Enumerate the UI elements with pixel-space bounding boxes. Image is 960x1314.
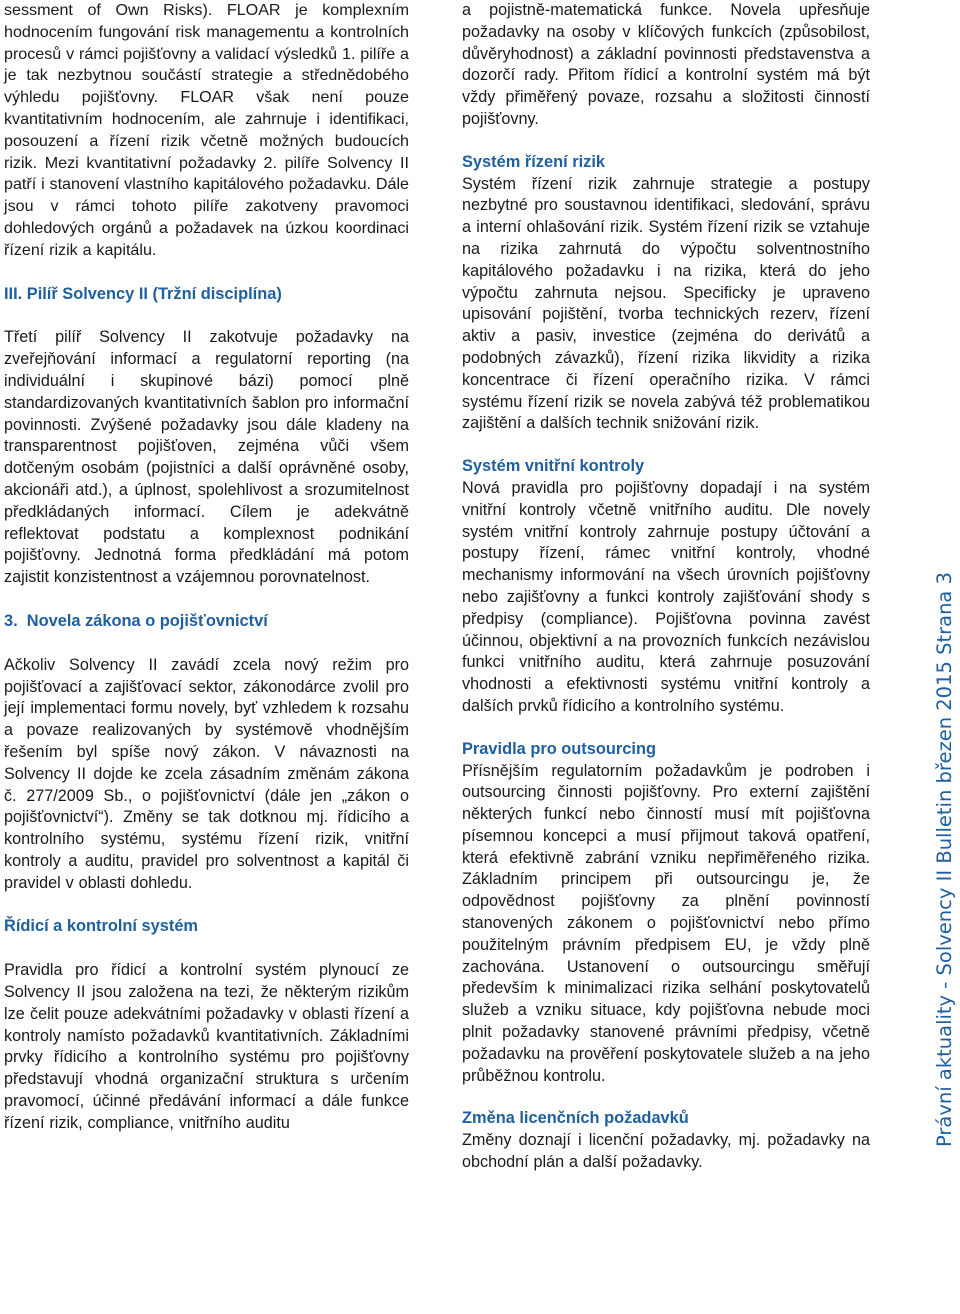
section3-paragraph: Ačkoliv Solvency II zavádí zcela nový režim pro pojišťovací a zajišťovací sektor, zákonodárce zvolil pro její implementaci formu novely, byť vzhledem k rozsahu a povaze realizovaných by systémově vhodnějším řešením byl spíše nový zákon. V návaznosti na Solvency II dojde ke zcela zásadním změnám zákona č. 277/2009 Sb., o pojišťovnictví (dále jen „zákon o pojišťovnictví“). Změny se tak dotknou mj. řídicího a kontrolního systému, systému řízení rizik, vnitřní kontroly a auditu, pravidel pro solventnost a kapitál či pravidel v oblasti dohledu. bbox=[4, 655, 409, 892]
pillar3-heading: III. Pilíř Solvency II (Tržní disciplína) bbox=[4, 284, 282, 303]
internal-control-heading: Systém vnitřní kontroly bbox=[462, 457, 645, 476]
control-system-heading: Řídicí a kontrolní systém bbox=[4, 917, 199, 936]
pillar3-paragraph: Třetí pilíř Solvency II zakotvuje požadavky na zveřejňování informací a regulatorní reporting (na individuální i skupinové bázi) pomocí plně standardizovaných kvantitativních šablon pro informační povinnosti. Zvýšené požadavky jsou dále kladeny na transparentnost pojišťoven, zejména vůči všem dotčeným osobám (pojistníci a další oprávněné osoby, akcionáři atd.), a úplnost, spolehlivost a srozumitelnost předkládaných informací. Cílem je adekvátně reflektovat podstatu a komplexnost podnikání pojišťovny. Jednotná forma předkládání má potom zajistit konzistentnost a vzájemnou porovnatelnost. bbox=[4, 328, 409, 587]
side-banner-text: Právní aktuality - Solvency II Bulletin březen 2015 Strana 3 bbox=[933, 572, 956, 1148]
internal-control-paragraph: Nová pravidla pro pojišťovny dopadají i na systém vnitřní kontroly včetně vnitřního auditu. Dle novely systém vnitřní kontroly zahrnuje postupy účtování a postupy řízení, rámec vnitřní kontroly, vhodné mechanismy informování na všech úrovních pojišťovny nebo zajišťovny a funkci kontroly zajišťování shody s předpisy (compliance). Pojišťovna povinna zavést účinnou, objektivní a na provozních funkcích nezávislou funkci vnitřního auditu, která zahrnuje posuzování vhodnosti a efektivnosti systému vnitřní kontroly a dalších prvků řídicího a kontrolního systému. bbox=[462, 478, 870, 715]
right-column bbox=[462, 0, 870, 1174]
control-system-paragraph: Pravidla pro řídicí a kontrolní systém plynoucí ze Solvency II jsou založena na tezi, že některým rizikům lze čelit pouze adekvátními požadavky v oblasti řízení a kontroly namísto požadavků kvantitativních. Základními prvky řídicího a kontrolního systému pro pojišťovny představují vhodná organizační struktura s určením pravomocí, účinné předávání informací a dále funkce řízení rizik, compliance, vnitřního auditu bbox=[4, 961, 409, 1132]
left-column bbox=[4, 0, 409, 1135]
risk-system-heading: Systém řízení rizik bbox=[462, 152, 606, 171]
section3-heading: 3. Novela zákona o pojišťovnictví bbox=[4, 611, 268, 630]
outsourcing-paragraph: Přísnějším regulatorním požadavkům je podroben i outsourcing činnosti pojišťovny. Pro externí zajištění některých funkcí nebo činností musí mít pojišťovna písemnou koncepci a musí přijmout taková opatření, která efektivně zabrání vzniku nepřiměřeného rizika. Základním principem při outsourcingu je, že odpovědnost pojišťovny za plnění povinností stanovených zákonem o pojišťovnictví nebo přímo použitelným právním předpisem EU, je vždy plně zachována. Ustanovení o outsourcingu směřují především k minimalizaci rizika selhání poskytovatelů služeb a vzniku situace, kdy pojišťovna nebude moci plnit požadavky stanovené právními předpisy, včetně požadavku na prověření poskytovatele služeb a na jeho průběžnou kontrolu. bbox=[462, 761, 870, 1085]
outsourcing-heading: Pravidla pro outsourcing bbox=[462, 739, 656, 758]
risk-system-paragraph: Systém řízení rizik zahrnuje strategie a postupy nezbytné pro soustavnou identifikaci, sledování, správu a interní ohlašování rizik. Systém řízení rizik se vztahuje na rizika zahrnutá do výpočtu solventnostního kapitálového požadavku i na rizika, která do jeho výpočtu zahrnuta nejsou. Specificky je upraveno upisování pojištění, tvorba technických rezerv, řízení aktiv a pasiv, investice (zejména do derivátů a podobných závazků), řízení rizika likvidity a rizika koncentrace či řízení operačního rizika. V rámci systému řízení rizik se novela zabývá též problematikou zajištění a dalších technik snižování rizik. bbox=[462, 174, 870, 433]
licence-heading: Změna licenčních požadavků bbox=[462, 1109, 689, 1128]
licence-paragraph: Změny doznají i licenční požadavky, mj. požadavky na obchodní plán a další požadavky. bbox=[462, 1131, 870, 1172]
continuation-paragraph: a pojistně-matematická funkce. Novela upřesňuje požadavky na osoby v klíčových funkcích (způsobilost, důvěryhodnost) a základní povinnosti představenstva a dozorčí rady. Přitom řídicí a kontrolní systém má být vždy přiměřený povaze, rozsahu a složitosti činností pojišťovny. bbox=[462, 1, 870, 128]
intro-paragraph: sessment of Own Risks). FLOAR je komplexním hodnocením fungování risk managementu a kontrolních procesů v rámci pojišťovny a validací výsledků 1. pilíře a je tak nezbytnou součástí strategie a střednědobého výhledu pojišťovny. FLOAR však není pouze kvantitativním hodnocením, ale zahrnuje i identifikaci, posouzení a řízení rizik včetně možných budoucích rizik. Mezi kvantitativní požadavky 2. pilíře Solvency II patří i stanovení vlastního kapitálového požadavku. Dále jsou v rámci tohoto pilíře zakotveny pravomoci dohledových orgánů a požadavek na úzkou koordinaci řízení rizik a kapitálu. bbox=[4, 1, 410, 259]
side-banner bbox=[930, 12, 956, 1148]
